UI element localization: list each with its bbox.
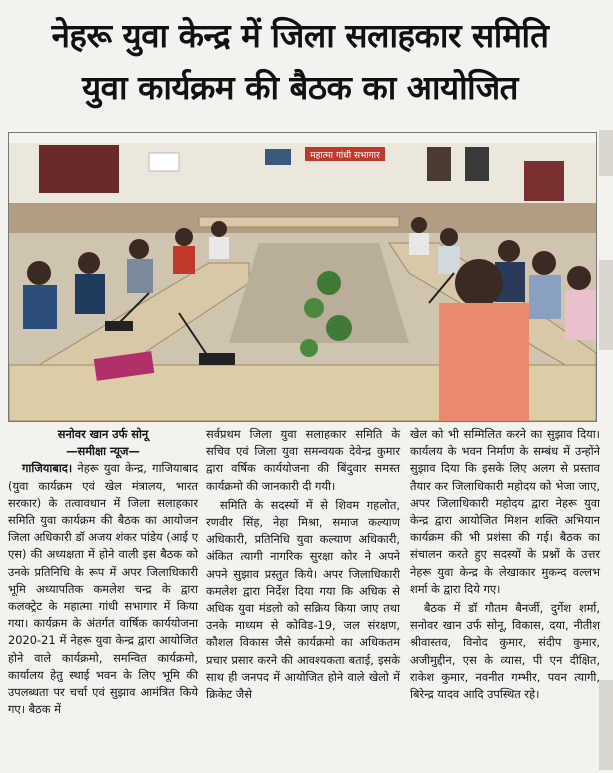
article-paragraph-5: बैठक में डॉ गौतम बैनर्जी, दुर्गेश शर्मा, सनोवर खान उर्फ सोनू, विकास, दया, नीतीश श्रीवास्तव, विनोद कुमार, संदीप कुमार, अजीमुद्दीन, एस के व्यास, पी एन दीक्षित, राकेश कुमार, नवनीत गम्भीर, पवन त्यागी, बिरेन्द्र यादव आदि उपस्थित रहे। — [410, 601, 600, 702]
wall-panel — [524, 161, 564, 201]
meeting-photo — [8, 132, 597, 422]
banner-text: महात्मा गांधी सभागार — [310, 151, 380, 161]
article-column-1 — [8, 426, 198, 720]
adjacent-column-edge — [599, 680, 613, 770]
portrait-frame — [427, 147, 451, 181]
article-paragraph-3: समिति के सदस्यों में से शिवम गहलोत, रणवीर सिंह, नेहा मिश्रा, समाज कल्याण अधिकारी, प्रतिनिधि युवा कल्याण अधिकारी, अंकित त्यागी नागरिक सुरक्षा कोर ने अपने अपने सुझाव प्रस्तुत किये। अपर जिलाधिकारी कमलेश द्वारा निर्देश दिया गया कि अधिक से अधिक युवा मंडलो को सक्रिय किया जाए तथा उनके माध्यम से कोविड-19, जल संरक्षण, कौशल विकास जैसे कार्यक्रमो का अधिकतम प्रचार प्रसार करने की आवश्यकता बताई, इसके साथ ही जनपद में आयोजित होने वाले खेलो में क्रिकेट जैसे — [206, 497, 400, 702]
byline-author: सनोवर खान उर्फ सोनू — [57, 427, 149, 441]
headline-line2: युवा कार्यक्रम की बैठक का आयोजित — [82, 68, 518, 107]
article-paragraph-1 — [8, 460, 198, 718]
article-paragraph-2: सर्वप्रथम जिला युवा सलाहकार समिति के सचिव एवं जिला युवा समन्वयक देवेन्द्र कुमार द्वारा वर्षिक कार्ययोजना की बिंदुवार समस्त कार्यक्रमो की जानकारी दी गयी। — [206, 427, 400, 493]
adjacent-column-edge — [599, 130, 613, 176]
article-column-3 — [410, 426, 600, 705]
foreground-person — [439, 303, 529, 421]
article-paragraph-4: खेल को भी सम्मिलित करने का सुझाव दिया। कार्यलय के भवन निर्माण के सम्बंध में उन्होंने सुझाव दिया कि इसके लिए अलग से प्रस्ताव तैयार कर जिलाधिकारी महोदय को भेजा जाए, अपर जिलाधिकारी महोदय द्वारा नेहरू युवा केन्द्र द्वारा आयोजित मिशन शक्ति अभियान कार्यक्रम की भी प्रशंसा की गई। बैठक का संचालन करते हुए सदस्यों के प्रश्नों के उत्तर नेहरू युवा केन्द्र के लेखाकार मुकन्द वल्लभ शर्मा के द्वारा दिये गए। — [410, 427, 600, 596]
dateline: गाजियाबाद। — [22, 461, 73, 476]
plant — [317, 271, 341, 295]
byline-source: —समीक्षा न्यूज— — [66, 444, 140, 459]
portrait-frame — [465, 147, 489, 181]
wall-panel — [39, 145, 119, 193]
adjacent-column-edge — [599, 260, 613, 350]
plant — [304, 298, 324, 318]
meeting-hall-illustration — [9, 133, 596, 421]
plant — [300, 339, 318, 357]
plant — [326, 315, 352, 341]
paragraph-1-text: नेहरू युवा केन्द्र, गाजियाबाद (युवा कार्यक्रम एवं खेल मंत्रालय, भारत सरकार) के तत्वावधान में जिला सलाहकार समिति युवा कार्यक्रम की बैठक का आयोजन जिला अधिकारी डॉ अजय शंकर पांडेय (आई ए एस) की अध्यक्षता में होने वाली इस बैठक को उनके प्रतिनिधि के रूप में अपर जिलाधिकारी भूमि अध्यापतिक कमलेश चन्द्र के द्वारा कलक्ट्रेट के महात्मा गांधी सभागार में किया गया। कार्यक्रम के अंतर्गत वार्षिक कार्ययोजना 2020-21 में नेहरू युवा केन्द्र द्वारा आयोजित होने वाले कार्यक्रमो, समन्वित कार्यक्रमो, कार्यालय हेतु स्थाई भवन के लिए भूमि की उपलब्धता पर चर्चा एवं सुझाव आमंत्रित किये गए। बैठक में — [8, 461, 198, 717]
headline-line1: नेहरू युवा केन्द्र में जिला सलाहकार समिति — [51, 16, 549, 55]
article-column-2 — [206, 426, 400, 705]
